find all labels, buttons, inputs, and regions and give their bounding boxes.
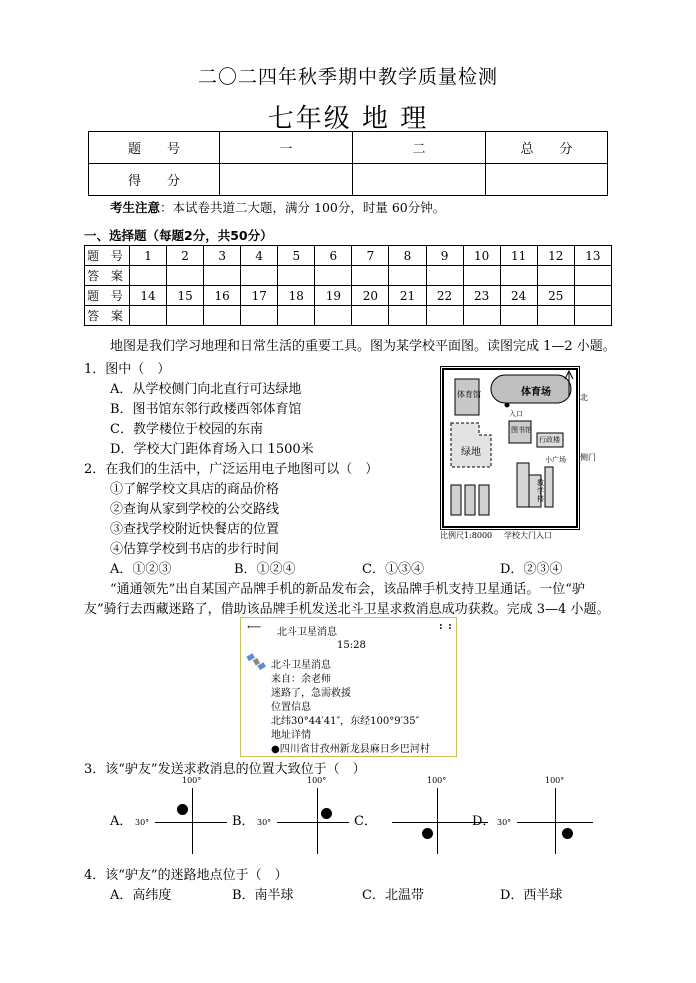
satellite-icon [245,652,269,674]
map-square: 小广场 [545,456,566,464]
answer-qrow-1 [85,246,612,266]
subject-title: 七年级 地 理 [267,104,429,134]
score-col-1: 一 [220,132,353,164]
meridian-line [192,788,193,854]
a-label: 答 案 [85,306,130,326]
answer-cell[interactable] [352,266,389,286]
meridian-line [555,788,556,854]
msg-line-7: ●四川省甘孜州新龙县麻日乡巴河村 [271,744,430,755]
q-num: 1 [130,246,167,266]
answer-cell[interactable] [130,266,167,286]
map-teaching: 教学楼 [537,479,544,503]
q-num: 12 [537,246,574,266]
map-north: 北 [580,393,588,402]
map-gym: 体育馆 [457,390,481,399]
location-dot [321,808,332,819]
q4-option-b: B．南半球 [232,888,294,903]
notice-text: ：本试卷共道二大题，满分 100分，时量 60分钟。 [160,200,446,215]
back-arrow-icon[interactable]: ⟵ [247,622,262,633]
q3-letter-b: B． [232,814,255,829]
answer-cell[interactable] [389,306,426,326]
building-b [465,485,475,515]
answer-cell[interactable] [574,306,611,326]
answer-cell[interactable] [130,306,167,326]
answer-cell[interactable] [278,266,315,286]
score-col-total: 总 分 [486,132,608,164]
map-entrance: 入口 [509,410,523,418]
score-cell [486,164,608,196]
q4-stem: 4．该“驴友”的迷路地点位于（ ） [84,868,288,883]
q2-item-1: ①了解学校文具店的商品价格 [110,482,280,497]
q2-item-4: ④估算学校到书店的步行时间 [110,542,280,557]
map-stadium: 体育场 [521,387,551,398]
building-a [451,485,461,515]
building-c [479,485,489,515]
q2-item-3: ③查找学校附近快餐店的位置 [110,522,280,537]
answer-cell[interactable] [241,266,278,286]
q-label: 题 号 [85,246,130,266]
lon-label: 100° [427,776,447,785]
score-table [88,131,608,196]
location-dot [562,828,573,839]
answer-cell[interactable] [241,306,278,326]
q3-stem: 3．该“驴友”发送求救消息的位置大致位于（ ） [84,762,366,777]
answer-arow-2 [85,306,612,326]
message-time: 15:28 [337,640,366,651]
msg-line-4: 位置信息 [271,702,311,713]
map-scale: 比例尺1:8000 [440,531,493,540]
parallel-line [517,822,593,823]
answer-qrow-2 [85,286,612,306]
q-num [574,286,611,306]
satellite-message-screen [240,617,457,757]
q4-option-c: C．北温带 [362,888,424,903]
q2-stem: 2．在我们的生活中，广泛运用电子地图可以（ ） [84,462,379,477]
entrance-dot [505,403,510,408]
lat-label: 30° [257,818,272,827]
q-num: 11 [500,246,537,266]
q2-item-2: ②查询从家到学校的公交路线 [110,502,280,517]
q-num: 17 [241,286,278,306]
score-cell [220,164,353,196]
meridian-line [317,788,318,854]
lon-label: 100° [307,776,327,785]
msg-line-1: 北斗卫星消息 [271,660,331,671]
map-admin: 行政楼 [539,436,560,444]
parallel-line [277,822,349,823]
q1-option-d: D．学校大门距体育场入口 1500米 [110,442,314,457]
answer-cell[interactable] [389,266,426,286]
q-num: 20 [352,286,389,306]
q-num: 25 [537,286,574,306]
answer-cell[interactable] [204,266,241,286]
answer-cell[interactable] [167,306,204,326]
q-num: 21 [389,286,426,306]
answer-cell[interactable] [463,266,500,286]
q-num: 24 [500,286,537,306]
answer-cell[interactable] [426,266,463,286]
answer-cell[interactable] [315,266,352,286]
q-num: 22 [426,286,463,306]
map-library: 图书馆 [511,426,532,434]
meridian-line [437,788,438,854]
building-d [545,467,553,507]
map-green: 绿地 [461,447,481,458]
q-num: 9 [426,246,463,266]
q2-option-c: C．①③④ [362,562,424,577]
q-num: 16 [204,286,241,306]
intro-1: 地图是我们学习地理和日常生活的重要工具。图为某学校平面图。读图完成 1—2 小题。 [110,339,616,354]
q-num: 5 [278,246,315,266]
school-map [440,366,580,530]
msg-line-5: 北纬30°44′41″，东经100°9′35″ [271,716,420,727]
answer-table [84,245,612,326]
q-num: 19 [315,286,352,306]
answer-cell[interactable] [352,306,389,326]
q2-option-b: B．①②④ [234,562,296,577]
answer-cell[interactable] [500,306,537,326]
q-num: 14 [130,286,167,306]
answer-cell[interactable] [574,266,611,286]
intro-2b: 友”骑行去西藏迷路了，借助该品牌手机发送北斗卫星求救消息成功获救。完成 3—4 小题。 [84,602,610,617]
q-num: 18 [278,286,315,306]
q3-letter-c: C． [354,814,377,829]
notice-bold: 考生注意 [110,200,161,215]
q-num: 13 [574,246,611,266]
map-side-gate: 侧门 [580,453,596,462]
q-num: 7 [352,246,389,266]
q-num: 10 [463,246,500,266]
answer-cell[interactable] [537,266,574,286]
q4-option-d: D．西半球 [500,888,563,903]
map-main-gate: 学校大门入口 [504,531,552,540]
score-col-2: 二 [353,132,486,164]
answer-cell[interactable] [278,306,315,326]
q-num: 2 [167,246,204,266]
q-num: 8 [389,246,426,266]
q2-option-d: D．②③④ [500,562,563,577]
answer-cell[interactable] [167,266,204,286]
q3-option-b-grid[interactable] [257,776,357,856]
q1-option-c: C．教学楼位于校园的东南 [110,422,263,437]
location-dot [422,828,433,839]
answer-arow-1 [85,266,612,286]
q4-option-a: A．高纬度 [110,888,172,903]
q2-option-a: A．①②③ [110,562,172,577]
answer-cell[interactable] [463,306,500,326]
score-cell [353,164,486,196]
exam-title: 二〇二四年秋季期中教学质量检测 [197,66,498,88]
q-num: 23 [463,286,500,306]
answer-cell[interactable] [315,306,352,326]
lon-label: 100° [545,776,565,785]
answer-cell[interactable] [537,306,574,326]
q3-letter-a: A． [110,814,133,829]
q-num: 4 [241,246,278,266]
msg-line-2: 来自：余老师 [271,674,331,685]
menu-icon[interactable]: : : [439,621,453,632]
lon-label: 100° [182,776,202,785]
notice [110,198,445,216]
q1-stem: 1．图中（ ） [84,362,171,377]
score-col-label: 题 号 [89,132,220,164]
location-dot [177,804,188,815]
answer-cell[interactable] [500,266,537,286]
q-num: 15 [167,286,204,306]
q1-option-b: B．图书馆东邻行政楼西邻体育馆 [110,402,302,417]
q3-letter-d: D． [472,814,496,829]
answer-cell[interactable] [426,306,463,326]
q3-option-d-grid[interactable] [497,776,597,856]
q1-option-a: A．从学校侧门向北直行可达绿地 [110,382,302,397]
answer-cell[interactable] [204,306,241,326]
q-label: 题 号 [85,286,130,306]
score-row-label: 得 分 [89,164,220,196]
lat-label: 30° [135,818,150,827]
msg-line-6: 地址详情 [271,730,311,741]
q-num: 3 [204,246,241,266]
intro-2a: “通通领先”出自某国产品牌手机的新品发布会，该品牌手机支持卫星通话。一位“驴 [110,582,585,597]
parallel-line [155,822,227,823]
section-heading: 一、选择题（每题2分，共50分） [84,228,273,243]
q-num: 6 [315,246,352,266]
q3-option-a-grid[interactable] [135,776,235,856]
msg-line-3: 迷路了，急需救援 [271,688,351,699]
message-header: 北斗卫星消息 [277,627,337,638]
lat-label: 30° [497,818,512,827]
a-label: 答 案 [85,266,130,286]
